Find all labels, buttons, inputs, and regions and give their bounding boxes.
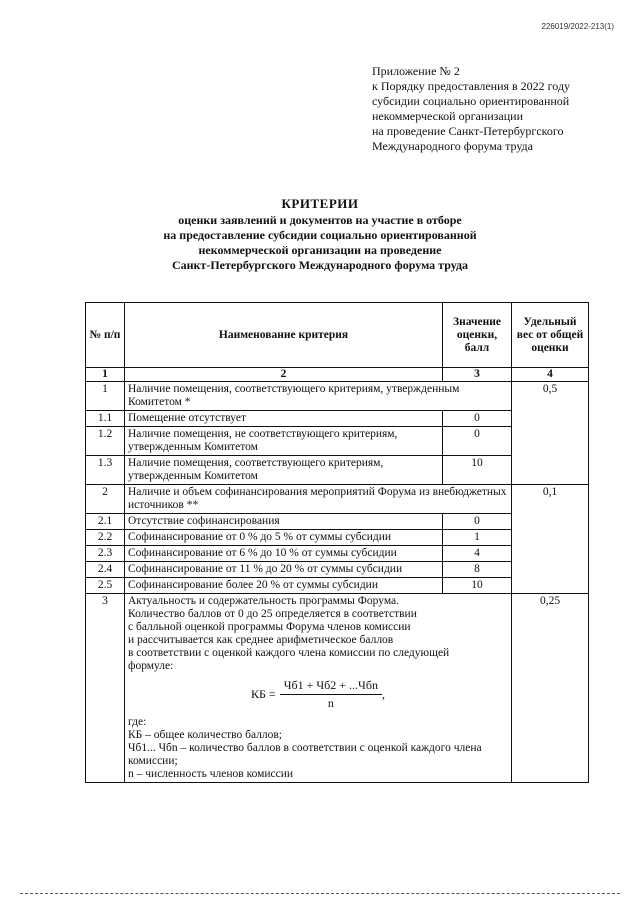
row-num: 2.5	[86, 578, 125, 594]
row-description	[125, 594, 512, 783]
col-number: 2	[125, 368, 443, 382]
row-name: Отсутствие софинансирования	[125, 514, 443, 530]
title-line: Санкт-Петербургского Международного форума труда	[171, 258, 469, 272]
description-line: n – численность членов комиссии	[128, 768, 294, 780]
row-name: Софинансирование от 11 % до 20 % от суммы субсидии	[125, 562, 443, 578]
row-score: 0	[443, 427, 512, 456]
col-number: 1	[86, 368, 125, 382]
row-num: 1.1	[86, 411, 125, 427]
table-header-row	[86, 303, 589, 368]
column-numbers-row	[86, 368, 589, 382]
appendix-line: субсидии социально ориентированной	[372, 94, 570, 108]
appendix-line: Международного форума труда	[372, 139, 533, 153]
row-name: Наличие помещения, не соответствующего критериям, утвержденным Комитетом	[125, 427, 443, 456]
title-line: некоммерческой организации на проведение	[198, 243, 442, 257]
table-row	[86, 594, 589, 783]
description-line: Чб1... Чбn – количество баллов в соответствии с оценкой каждого члена комиссии;	[128, 742, 482, 767]
header-name: Наименование критерия	[125, 303, 443, 368]
row-name: Наличие и объем софинансирования мероприятий Форума из внебюджетных источников **	[125, 485, 512, 514]
formula-numerator: Чб1 + Чб2 + ...Чбn	[280, 679, 382, 695]
row-name: Помещение отсутствует	[125, 411, 443, 427]
description-line: Актуальность и содержательность программы Форума.	[128, 595, 399, 607]
col-number: 4	[512, 368, 589, 382]
row-num: 2	[86, 485, 125, 514]
row-num: 1.3	[86, 456, 125, 485]
appendix-line: к Порядку предоставления в 2022 году	[372, 79, 571, 93]
row-score: 4	[443, 546, 512, 562]
title-line: на предоставление субсидии социально ориентированной	[163, 228, 477, 242]
row-num: 3	[86, 594, 125, 783]
row-num: 2.2	[86, 530, 125, 546]
appendix-header	[372, 64, 622, 154]
appendix-line: на проведение Санкт-Петербургского	[372, 124, 564, 138]
row-score: 10	[443, 456, 512, 485]
description-line: где:	[128, 716, 147, 728]
row-weight: 0,5	[512, 382, 589, 485]
description-line: формуле:	[128, 660, 174, 672]
table-row	[86, 485, 589, 514]
title-line: оценки заявлений и документов на участие в отборе	[178, 213, 462, 227]
description-line: КБ – общее количество баллов;	[128, 729, 282, 741]
row-score: 1	[443, 530, 512, 546]
row-score: 8	[443, 562, 512, 578]
row-score: 0	[443, 514, 512, 530]
formula-fraction	[280, 679, 382, 710]
description-line: и рассчитывается как среднее арифметическое баллов	[128, 634, 394, 646]
col-number: 3	[443, 368, 512, 382]
document-id: 226019/2022-213(1)	[541, 22, 614, 31]
row-name: Софинансирование от 6 % до 10 % от суммы субсидии	[125, 546, 443, 562]
appendix-line: некоммерческой организации	[372, 109, 524, 123]
row-name: Наличие помещения, соответствующего критериям, утвержденным Комитетом *	[125, 382, 512, 411]
row-weight: 0,25	[512, 594, 589, 783]
row-num: 2.1	[86, 514, 125, 530]
appendix-line: Приложение № 2	[372, 64, 460, 78]
criteria-table	[85, 302, 589, 783]
row-num: 2.4	[86, 562, 125, 578]
row-score: 0	[443, 411, 512, 427]
formula-tail: ,	[381, 687, 385, 701]
description-line: в соответствии с оценкой каждого члена комиссии по следующей	[128, 647, 450, 659]
row-num: 1.2	[86, 427, 125, 456]
score-formula	[128, 679, 508, 710]
row-weight: 0,1	[512, 485, 589, 594]
row-num: 1	[86, 382, 125, 411]
table-row	[86, 382, 589, 411]
description-line: с балльной оценкой программы Форума членов комиссии	[128, 621, 411, 633]
document-title	[60, 196, 580, 273]
description-line: Количество баллов от 0 до 25 определяется в соответствии	[128, 608, 417, 620]
row-name: Наличие помещения, соответствующего критериям, утвержденным Комитетом	[125, 456, 443, 485]
header-num: № п/п	[86, 303, 125, 368]
page-bottom-divider	[20, 893, 620, 894]
row-num: 2.3	[86, 546, 125, 562]
formula-lhs: КБ =	[251, 687, 276, 701]
title-main: КРИТЕРИИ	[281, 196, 359, 211]
row-score: 10	[443, 578, 512, 594]
row-name: Софинансирование от 0 % до 5 % от суммы субсидии	[125, 530, 443, 546]
formula-denominator: n	[327, 696, 334, 710]
header-weight: Удельный вес от общей оценки	[512, 303, 589, 368]
row-name: Софинансирование более 20 % от суммы субсидии	[125, 578, 443, 594]
header-score: Значение оценки, балл	[443, 303, 512, 368]
